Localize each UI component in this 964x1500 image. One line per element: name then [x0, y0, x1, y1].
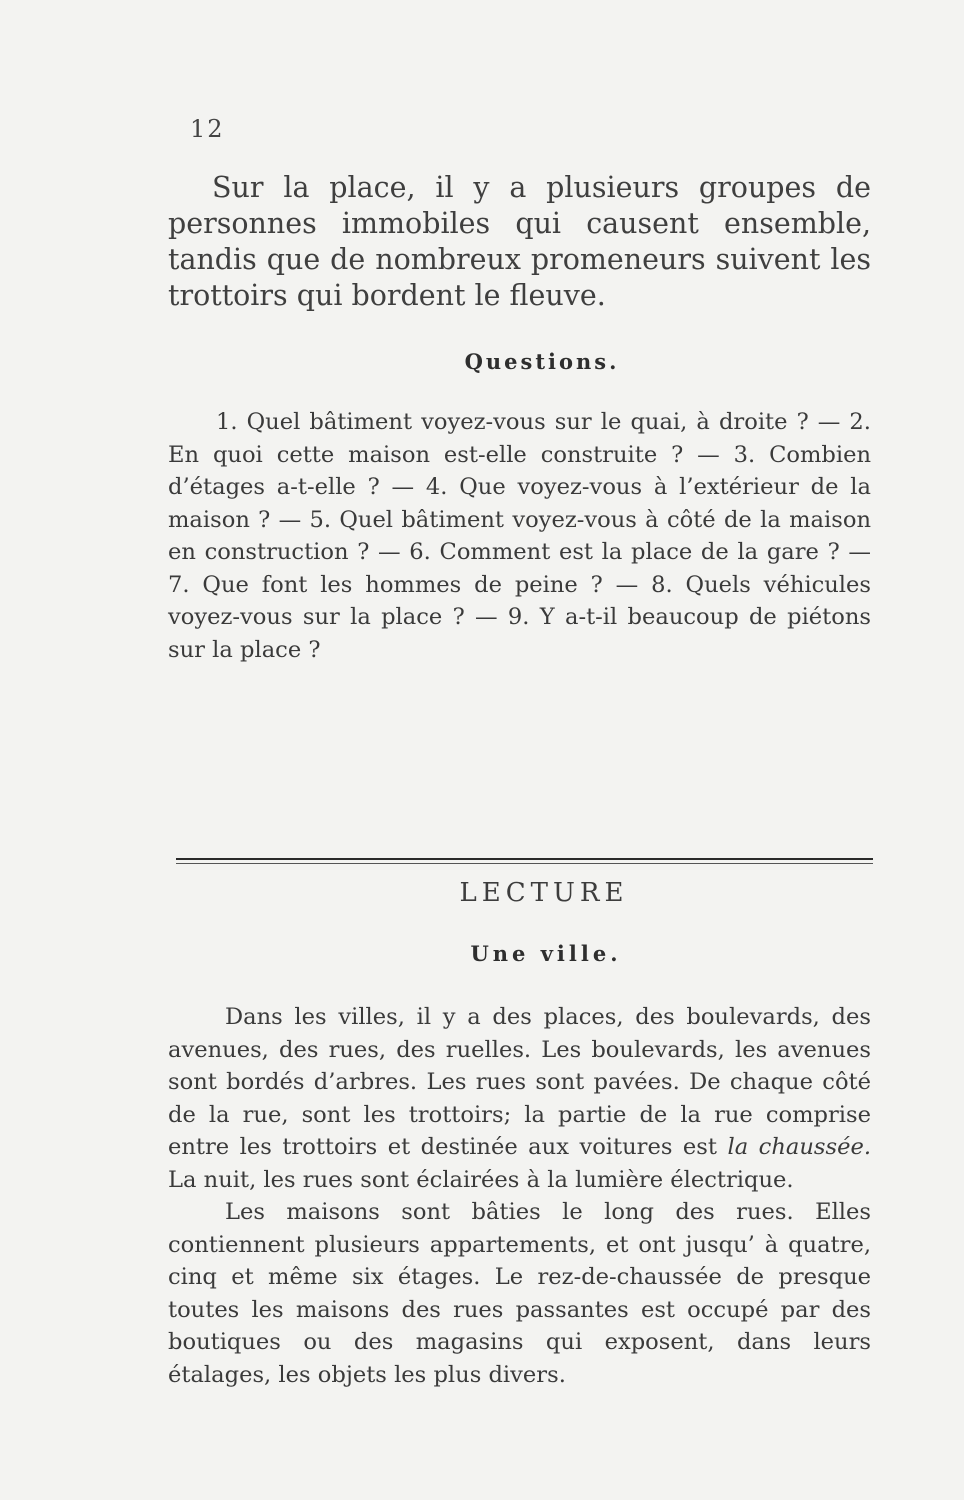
lecture-heading: LECTURE	[459, 878, 629, 908]
lecture-paragraph-1	[168, 1001, 871, 1196]
page-number: 12	[190, 115, 225, 143]
lecture-paragraph-1-end: La nuit, les rues sont éclairées à la lumière électrique.	[168, 1166, 794, 1193]
questions-paragraph: 1. Quel bâtiment voyez-vous sur le quai, à droite ? — 2. En quoi cette maison est-elle construite ? — 3. Combien d’étages a-t-elle ? — 4. Que voyez-vous à l’extérieur de la maison ? — 5. Quel bâtiment voyez-vous à côté de la maison en construction ? — 6. Comment est la place de la gare ? — 7. Que font les hommes de peine ? — 8. Quels véhicules voyez-vous sur la place ? — 9. Y a-t-il beaucoup de piétons sur la place ?	[168, 409, 871, 663]
lecture-paragraph-2: Les maisons sont bâties le long des rues. Elles contiennent plusieurs appartements, et ont jusqu’ à quatre, cinq et même six étages. Le rez-de-chaussée de presque toutes les maisons des rues passantes est occupé par des boutiques ou des magasins qui exposent, dans leurs étalages, les objets les plus divers.	[168, 1199, 871, 1388]
lecture-subheading: Une ville.	[470, 941, 622, 966]
section-divider-thin	[176, 863, 873, 864]
lecture-paragraph-1-start: Dans les villes, il y a des places, des boulevards, des avenues, des rues, des ruelles. Les boulevards, les avenues sont bordés d’arbres. Les rues sont pavées. De chaque côté de la rue, sont les trottoirs; la partie de la rue comprise entre les trottoirs et destinée aux voitures est	[168, 1004, 871, 1160]
questions-heading: Questions.	[464, 349, 620, 374]
lecture-paragraph-1-italic-term: la chaussée.	[727, 1134, 871, 1160]
section-divider	[176, 858, 873, 860]
intro-paragraph: Sur la place, il y a plusieurs groupes de personnes immobiles qui causent ensemble, tandis que de nombreux promeneurs suivent les trottoirs qui bordent le fleuve.	[168, 171, 871, 312]
